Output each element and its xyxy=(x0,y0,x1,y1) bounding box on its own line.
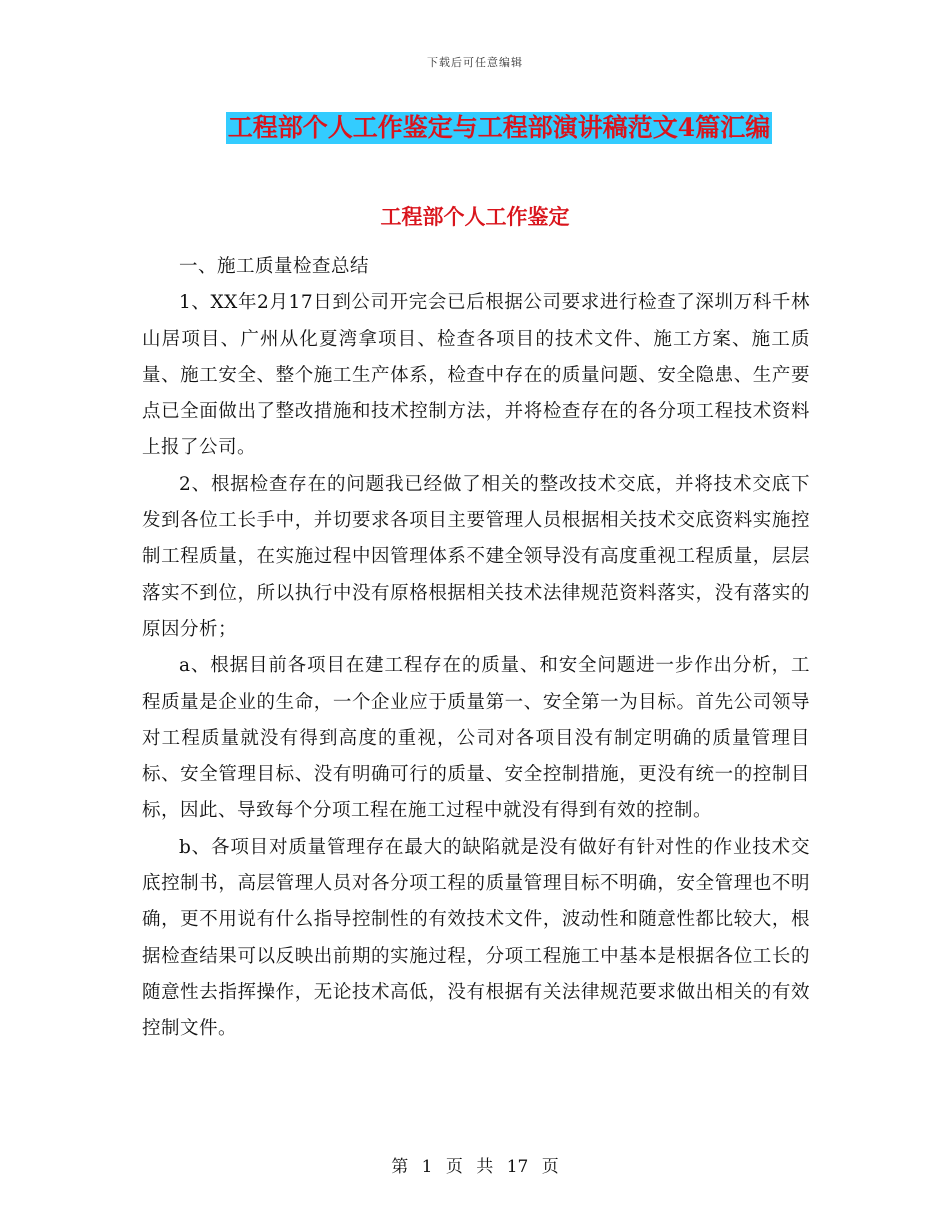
page-footer: 第 1 页 共 17 页 xyxy=(391,1157,559,1177)
paragraph-a: a、根据目前各项目在建工程存在的质量、和安全问题进一步作出分析，工程质量是企业的生命，一个企业应于质量第一、安全第一为目标。首先公司领导对工程质量就没有得到高度的重视，公司对各项目没有制定明确的质量管理目标、安全管理目标、没有明确可行的质量、安全控制措施，更没有统一的控制目标，因此、导致每个分项工程在施工过程中就没有得到有效的控制。 xyxy=(142,655,810,822)
paragraph-2: 2、根据检查存在的问题我已经做了相关的整改技术交底，并将技术交底下发到各位工长手中，并切要求各项目主要管理人员根据相关技术交底资料实施控制工程质量，在实施过程中因管理体系不建全领导没有高度重视工程质量，层层落实不到位，所以执行中没有原格根据相关技术法律规范资料落实，没有落实的原因分析； xyxy=(142,473,810,640)
main-title: 工程部个人工作鉴定与工程部演讲稿范文4篇汇编 xyxy=(227,113,771,142)
document-body xyxy=(142,249,810,1048)
main-title-container xyxy=(0,112,950,144)
paragraph-b: b、各项目对质量管理存在最大的缺陷就是没有做好有针对性的作业技术交底控制书，高层管理人员对各分项工程的质量管理目标不明确，安全管理也不明确，更不用说有什么指导控制性的有效技术文件，波动性和随意性都比较大，根据检查结果可以反映出前期的实施过程，分项工程施工中基本是根据各位工长的随意性去指挥操作，无论技术高低，没有根据有关法律规范要求做出相关的有效控制文件。 xyxy=(142,836,810,1040)
paragraph-1: 1、XX年2月17日到公司开完会已后根据公司要求进行检查了深圳万科千林山居项目、广州从化夏湾拿项目、检查各项目的技术文件、施工方案、施工质量、施工安全、整个施工生产体系，检查中存在的质量问题、安全隐患、生产要点已全面做出了整改措施和技术控制方法，并将检查存在的各分项工程技术资料上报了公司。 xyxy=(142,292,810,459)
page-header-note: 下载后可任意编辑 xyxy=(427,56,523,69)
paragraph-heading-1: 一、施工质量检查总结 xyxy=(179,256,370,277)
section-title: 工程部个人工作鉴定 xyxy=(380,204,570,229)
